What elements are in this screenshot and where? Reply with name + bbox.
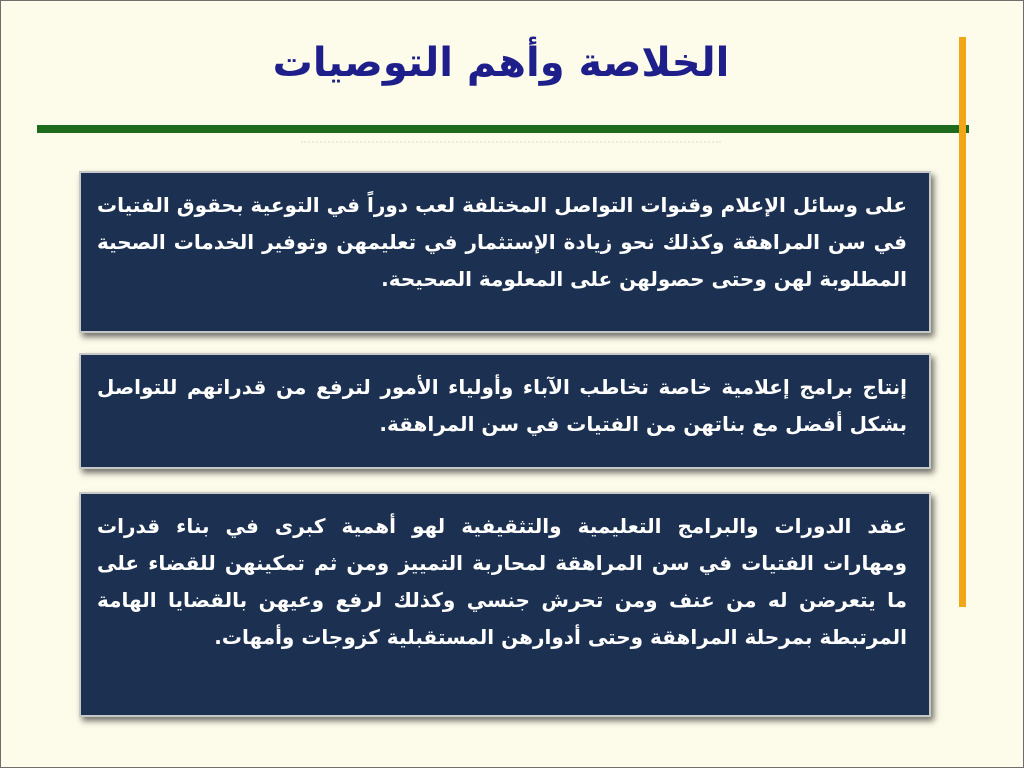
slide-title: الخلاصة وأهم التوصيات	[272, 40, 730, 86]
title-divider-line	[37, 125, 969, 133]
recommendation-card-2: إنتاج برامج إعلامية خاصة تخاطب الآباء وأولياء الأمور لترفع من قدراتهم للتواصل بشكل أفضل مع بناتهن من الفتيات في سن المراهقة.	[79, 353, 931, 469]
side-accent-line	[959, 37, 966, 607]
recommendation-card-1: على وسائل الإعلام وقنوات التواصل المختلفة لعب دوراً في التوعية بحقوق الفتيات في سن المراهقة وكذلك نحو زيادة الإستثمار في تعليمهن وتوفير الخدمات الصحية المطلوبة لهن وحتى حصولهن على المعلومة الصحيحة.	[79, 171, 931, 333]
recommendation-card-3: عقد الدورات والبرامج التعليمية والتثقيفية لهو أهمية كبرى في بناء قدرات ومهارات الفتيات في سن المراهقة لمحاربة التمييز ومن ثم تمكينهن للقضاء على ما يتعرضن له من عنف ومن تحرش جنسي وكذلك لرفع وعيهن بالقضايا الهامة المرتبطة بمرحلة المراهقة وحتى أدوارهن المستقبلية كزوجات وأمهات.	[79, 492, 931, 717]
